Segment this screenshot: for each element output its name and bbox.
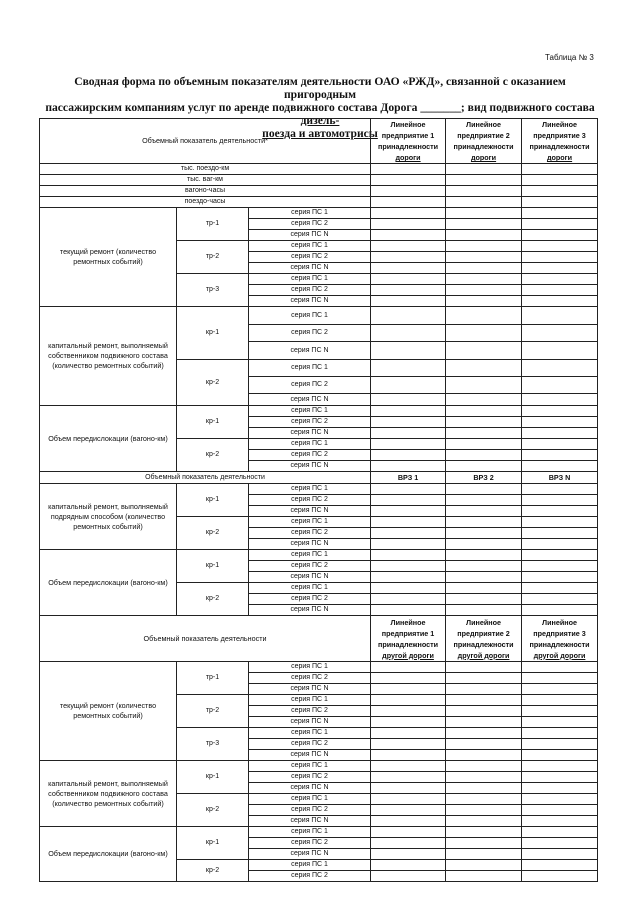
- cell[interactable]: [522, 860, 598, 871]
- cell[interactable]: [522, 695, 598, 706]
- cell[interactable]: [446, 684, 522, 695]
- cell[interactable]: [446, 325, 522, 342]
- series-ps2: серия ПС 2: [249, 594, 371, 605]
- cell[interactable]: [371, 377, 446, 394]
- cell[interactable]: [371, 208, 446, 219]
- cell[interactable]: [446, 417, 522, 428]
- cell[interactable]: [371, 805, 446, 816]
- cell[interactable]: [371, 528, 446, 539]
- cell[interactable]: [371, 428, 446, 439]
- cell[interactable]: [371, 517, 446, 528]
- repair-kr2: кр-2: [177, 439, 249, 472]
- cell[interactable]: [522, 849, 598, 860]
- cell[interactable]: [371, 816, 446, 827]
- cell[interactable]: [446, 263, 522, 274]
- indicator-header-vrz: Объемный показатель деятельности: [40, 472, 371, 484]
- cell[interactable]: [522, 594, 598, 605]
- cell[interactable]: [446, 406, 522, 417]
- cell[interactable]: [522, 307, 598, 325]
- cell[interactable]: [522, 360, 598, 377]
- unit-car-km: тыс. ваг-км: [40, 175, 371, 186]
- col-enterprise-2: Линейное предприятие 2 принадлежности дороги: [446, 119, 522, 164]
- cell[interactable]: [522, 394, 598, 406]
- cell[interactable]: [371, 761, 446, 772]
- repair-kr2: кр-2: [177, 860, 249, 882]
- cell[interactable]: [371, 484, 446, 495]
- cell[interactable]: [522, 717, 598, 728]
- cell[interactable]: [371, 360, 446, 377]
- series-ps2: серия ПС 2: [249, 561, 371, 572]
- cell[interactable]: [446, 794, 522, 805]
- col-other-enterprise-3: Линейное предприятие 3 принадлежности другой дороги: [522, 616, 598, 662]
- cell[interactable]: [446, 208, 522, 219]
- relocation-label: Объем передислокации (вагоно-км): [40, 827, 177, 882]
- cell[interactable]: [371, 175, 446, 186]
- cell[interactable]: [522, 662, 598, 673]
- cell[interactable]: [522, 484, 598, 495]
- series-ps1: серия ПС 1: [249, 728, 371, 739]
- relocation-label: Объем передислокации (вагоно-км): [40, 406, 177, 472]
- repair-tr1: тр-1: [177, 208, 249, 241]
- series-ps1: серия ПС 1: [249, 550, 371, 561]
- cell[interactable]: [522, 684, 598, 695]
- cell[interactable]: [446, 197, 522, 208]
- series-ps1: серия ПС 1: [249, 860, 371, 871]
- rolling-stock-type-cont: поезда и автомотрисы: [262, 127, 378, 140]
- cell[interactable]: [371, 307, 446, 325]
- cell[interactable]: [522, 186, 598, 197]
- cell[interactable]: [522, 342, 598, 360]
- cell[interactable]: [371, 695, 446, 706]
- cell[interactable]: [446, 252, 522, 263]
- repair-tr1: тр-1: [177, 662, 249, 695]
- cell[interactable]: [446, 561, 522, 572]
- series-psn: серия ПС N: [249, 342, 371, 360]
- series-ps1: серия ПС 1: [249, 307, 371, 325]
- cell[interactable]: [522, 739, 598, 750]
- cell[interactable]: [522, 794, 598, 805]
- capital-contract-label: капитальный ремонт, выполняемый подрядным способом (количество ремонтных событий): [40, 484, 177, 550]
- col-enterprise-3: Линейное предприятие 3 принадлежности дороги: [522, 119, 598, 164]
- cell[interactable]: [522, 164, 598, 175]
- cell[interactable]: [522, 506, 598, 517]
- cell[interactable]: [371, 594, 446, 605]
- series-psn: серия ПС N: [249, 506, 371, 517]
- repair-kr1: кр-1: [177, 307, 249, 360]
- col-other-enterprise-2: Линейное предприятие 2 принадлежности другой дороги: [446, 616, 522, 662]
- series-psn: серия ПС N: [249, 428, 371, 439]
- indicator-header: Объемный показатель деятельности*: [40, 119, 371, 164]
- cell[interactable]: [446, 750, 522, 761]
- cell[interactable]: [446, 539, 522, 550]
- repair-kr2: кр-2: [177, 517, 249, 550]
- cell[interactable]: [446, 706, 522, 717]
- cell[interactable]: [371, 684, 446, 695]
- cell[interactable]: [446, 528, 522, 539]
- series-psn: серия ПС N: [249, 605, 371, 616]
- cell[interactable]: [446, 241, 522, 252]
- cell[interactable]: [522, 406, 598, 417]
- cell[interactable]: [522, 871, 598, 882]
- cell[interactable]: [446, 860, 522, 871]
- series-ps2: серия ПС 2: [249, 838, 371, 849]
- cell[interactable]: [522, 285, 598, 296]
- series-psn: серия ПС N: [249, 750, 371, 761]
- cell[interactable]: [446, 360, 522, 377]
- repair-tr2: тр-2: [177, 241, 249, 274]
- series-ps2: серия ПС 2: [249, 252, 371, 263]
- cell[interactable]: [446, 439, 522, 450]
- col-vrz-n: ВРЗ N: [522, 472, 598, 484]
- cell[interactable]: [446, 164, 522, 175]
- cell[interactable]: [371, 230, 446, 241]
- cell[interactable]: [446, 307, 522, 325]
- series-ps2: серия ПС 2: [249, 706, 371, 717]
- cell[interactable]: [522, 783, 598, 794]
- capital-own-label: капитальный ремонт, выполняемый собственником подвижного состава (количество ремонтных событий): [40, 761, 177, 827]
- unit-car-hours: вагоно-часы: [40, 186, 371, 197]
- series-psn: серия ПС N: [249, 572, 371, 583]
- series-psn: серия ПС N: [249, 461, 371, 472]
- cell[interactable]: [522, 528, 598, 539]
- capital-own-label: капитальный ремонт, выполняемый собственником подвижного состава (количество ремонтных событий): [40, 307, 177, 406]
- cell[interactable]: [522, 241, 598, 252]
- cell[interactable]: [522, 450, 598, 461]
- repair-kr1: кр-1: [177, 761, 249, 794]
- cell[interactable]: [522, 325, 598, 342]
- cell[interactable]: [522, 605, 598, 616]
- series-psn: серия ПС N: [249, 539, 371, 550]
- cell[interactable]: [446, 428, 522, 439]
- cell[interactable]: [371, 838, 446, 849]
- cell[interactable]: [522, 550, 598, 561]
- series-psn: серия ПС N: [249, 394, 371, 406]
- cell[interactable]: [446, 285, 522, 296]
- cell[interactable]: [446, 484, 522, 495]
- cell[interactable]: [446, 673, 522, 684]
- unit-train-km: тыс. поездо-км: [40, 164, 371, 175]
- series-ps2: серия ПС 2: [249, 450, 371, 461]
- cell[interactable]: [522, 197, 598, 208]
- series-ps1: серия ПС 1: [249, 761, 371, 772]
- cell[interactable]: [371, 750, 446, 761]
- relocation-label: Объем передислокации (вагоно-км): [40, 550, 177, 616]
- series-ps1: серия ПС 1: [249, 241, 371, 252]
- cell[interactable]: [522, 208, 598, 219]
- cell[interactable]: [446, 219, 522, 230]
- cell[interactable]: [522, 805, 598, 816]
- cell[interactable]: [522, 417, 598, 428]
- series-ps2: серия ПС 2: [249, 673, 371, 684]
- col-vrz-1: ВРЗ 1: [371, 472, 446, 484]
- series-ps2: серия ПС 2: [249, 495, 371, 506]
- cell[interactable]: [446, 550, 522, 561]
- cell[interactable]: [446, 594, 522, 605]
- cell[interactable]: [371, 285, 446, 296]
- series-ps2: серия ПС 2: [249, 805, 371, 816]
- current-repair-label: текущий ремонт (количество ремонтных событий): [40, 208, 177, 307]
- cell[interactable]: [446, 506, 522, 517]
- series-psn: серия ПС N: [249, 816, 371, 827]
- cell[interactable]: [522, 772, 598, 783]
- cell[interactable]: [522, 539, 598, 550]
- indicator-header-other-road: Объемный показатель деятельности: [40, 616, 371, 662]
- cell[interactable]: [446, 816, 522, 827]
- cell[interactable]: [522, 263, 598, 274]
- cell[interactable]: [446, 175, 522, 186]
- cell[interactable]: [371, 186, 446, 197]
- col-enterprise-1: Линейное предприятие 1 принадлежности дороги: [371, 119, 446, 164]
- cell[interactable]: [522, 838, 598, 849]
- series-ps2: серия ПС 2: [249, 325, 371, 342]
- cell[interactable]: [371, 561, 446, 572]
- heading-line-1: Сводная форма по объемным показателям деятельности ОАО «РЖД», связанной с оказанием пригородным: [74, 75, 566, 101]
- cell[interactable]: [371, 662, 446, 673]
- cell[interactable]: [522, 428, 598, 439]
- cell[interactable]: [371, 274, 446, 285]
- cell[interactable]: [522, 728, 598, 739]
- cell[interactable]: [371, 728, 446, 739]
- cell[interactable]: [446, 377, 522, 394]
- rolling-stock-type: дизель-: [300, 114, 340, 127]
- cell[interactable]: [371, 394, 446, 406]
- cell[interactable]: [371, 197, 446, 208]
- series-ps1: серия ПС 1: [249, 827, 371, 838]
- series-ps1: серия ПС 1: [249, 439, 371, 450]
- series-ps2: серия ПС 2: [249, 285, 371, 296]
- cell[interactable]: [371, 673, 446, 684]
- series-ps1: серия ПС 1: [249, 274, 371, 285]
- cell[interactable]: [522, 561, 598, 572]
- repair-kr1: кр-1: [177, 827, 249, 860]
- series-ps1: серия ПС 1: [249, 360, 371, 377]
- repair-tr3: тр-3: [177, 728, 249, 761]
- cell[interactable]: [371, 263, 446, 274]
- cell[interactable]: [371, 772, 446, 783]
- cell[interactable]: [446, 296, 522, 307]
- series-psn: серия ПС N: [249, 849, 371, 860]
- cell[interactable]: [371, 539, 446, 550]
- cell[interactable]: [371, 706, 446, 717]
- cell[interactable]: [446, 230, 522, 241]
- series-psn: серия ПС N: [249, 717, 371, 728]
- cell[interactable]: [371, 583, 446, 594]
- cell[interactable]: [446, 849, 522, 860]
- repair-kr1: кр-1: [177, 484, 249, 517]
- cell[interactable]: [522, 439, 598, 450]
- series-ps1: серия ПС 1: [249, 517, 371, 528]
- cell[interactable]: [446, 186, 522, 197]
- series-ps1: серия ПС 1: [249, 794, 371, 805]
- cell[interactable]: [446, 772, 522, 783]
- cell[interactable]: [446, 805, 522, 816]
- series-ps2: серия ПС 2: [249, 377, 371, 394]
- cell[interactable]: [446, 717, 522, 728]
- cell[interactable]: [522, 495, 598, 506]
- repair-tr3: тр-3: [177, 274, 249, 307]
- cell[interactable]: [371, 450, 446, 461]
- repair-kr1: кр-1: [177, 406, 249, 439]
- cell[interactable]: [446, 827, 522, 838]
- section-1-table: [39, 118, 598, 882]
- cell[interactable]: [522, 827, 598, 838]
- cell[interactable]: [371, 860, 446, 871]
- cell[interactable]: [371, 572, 446, 583]
- cell[interactable]: [371, 506, 446, 517]
- cell[interactable]: [522, 296, 598, 307]
- cell[interactable]: [371, 739, 446, 750]
- series-ps2: серия ПС 2: [249, 871, 371, 882]
- cell[interactable]: [446, 783, 522, 794]
- cell[interactable]: [371, 783, 446, 794]
- heading-sep: ; вид подвижного состава: [460, 101, 595, 114]
- cell[interactable]: [371, 406, 446, 417]
- cell[interactable]: [371, 461, 446, 472]
- series-psn: серия ПС N: [249, 230, 371, 241]
- cell[interactable]: [522, 461, 598, 472]
- road-blank[interactable]: _______: [420, 101, 461, 114]
- cell[interactable]: [446, 461, 522, 472]
- series-ps1: серия ПС 1: [249, 406, 371, 417]
- cell[interactable]: [522, 673, 598, 684]
- series-psn: серия ПС N: [249, 783, 371, 794]
- col-vrz-2: ВРЗ 2: [446, 472, 522, 484]
- cell[interactable]: [371, 417, 446, 428]
- cell[interactable]: [371, 439, 446, 450]
- series-ps2: серия ПС 2: [249, 772, 371, 783]
- cell[interactable]: [371, 605, 446, 616]
- cell[interactable]: [522, 572, 598, 583]
- cell[interactable]: [446, 871, 522, 882]
- cell[interactable]: [446, 838, 522, 849]
- current-repair-label: текущий ремонт (количество ремонтных событий): [40, 662, 177, 761]
- series-ps1: серия ПС 1: [249, 583, 371, 594]
- series-ps1: серия ПС 1: [249, 695, 371, 706]
- series-psn: серия ПС N: [249, 263, 371, 274]
- series-ps1: серия ПС 1: [249, 208, 371, 219]
- cell[interactable]: [522, 750, 598, 761]
- cell[interactable]: [446, 394, 522, 406]
- repair-kr1: кр-1: [177, 550, 249, 583]
- cell[interactable]: [446, 728, 522, 739]
- cell[interactable]: [446, 662, 522, 673]
- cell[interactable]: [446, 495, 522, 506]
- repair-kr2: кр-2: [177, 794, 249, 827]
- cell[interactable]: [446, 739, 522, 750]
- cell[interactable]: [371, 794, 446, 805]
- cell[interactable]: [522, 761, 598, 772]
- cell[interactable]: [371, 296, 446, 307]
- series-ps2: серия ПС 2: [249, 219, 371, 230]
- cell[interactable]: [371, 827, 446, 838]
- cell[interactable]: [371, 342, 446, 360]
- cell[interactable]: [522, 175, 598, 186]
- col-other-enterprise-1: Линейное предприятие 1 принадлежности другой дороги: [371, 616, 446, 662]
- series-psn: серия ПС N: [249, 684, 371, 695]
- cell[interactable]: [446, 450, 522, 461]
- repair-tr2: тр-2: [177, 695, 249, 728]
- cell[interactable]: [371, 325, 446, 342]
- cell[interactable]: [522, 274, 598, 285]
- cell[interactable]: [371, 717, 446, 728]
- cell[interactable]: [446, 605, 522, 616]
- cell[interactable]: [446, 583, 522, 594]
- cell[interactable]: [446, 695, 522, 706]
- cell[interactable]: [371, 871, 446, 882]
- cell[interactable]: [522, 816, 598, 827]
- cell[interactable]: [522, 230, 598, 241]
- cell[interactable]: [371, 219, 446, 230]
- repair-kr2: кр-2: [177, 583, 249, 616]
- cell[interactable]: [522, 583, 598, 594]
- cell[interactable]: [446, 517, 522, 528]
- cell[interactable]: [371, 550, 446, 561]
- cell[interactable]: [371, 241, 446, 252]
- cell[interactable]: [446, 572, 522, 583]
- cell[interactable]: [522, 706, 598, 717]
- cell[interactable]: [371, 849, 446, 860]
- unit-train-hours: поездо-часы: [40, 197, 371, 208]
- cell[interactable]: [522, 252, 598, 263]
- cell[interactable]: [522, 219, 598, 230]
- cell[interactable]: [371, 252, 446, 263]
- cell[interactable]: [522, 377, 598, 394]
- series-ps2: серия ПС 2: [249, 528, 371, 539]
- series-ps2: серия ПС 2: [249, 739, 371, 750]
- cell[interactable]: [371, 164, 446, 175]
- cell[interactable]: [371, 495, 446, 506]
- cell[interactable]: [446, 761, 522, 772]
- series-psn: серия ПС N: [249, 296, 371, 307]
- series-ps1: серия ПС 1: [249, 484, 371, 495]
- series-ps2: серия ПС 2: [249, 417, 371, 428]
- cell[interactable]: [446, 342, 522, 360]
- series-ps1: серия ПС 1: [249, 662, 371, 673]
- heading-line-2-text: пассажирским компаниям услуг по аренде подвижного состава Дорога: [45, 101, 418, 114]
- cell[interactable]: [446, 274, 522, 285]
- repair-kr2: кр-2: [177, 360, 249, 406]
- table-number: Таблица № 3: [545, 53, 594, 62]
- cell[interactable]: [522, 517, 598, 528]
